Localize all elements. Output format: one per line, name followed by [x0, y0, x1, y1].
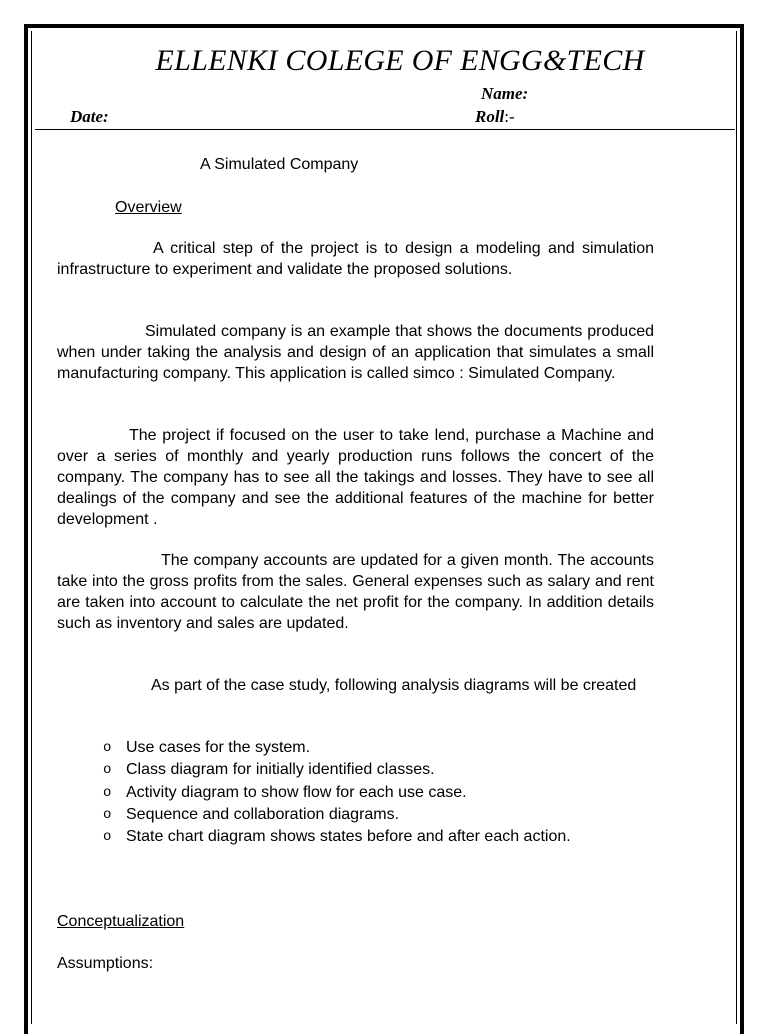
diagram-list — [100, 737, 571, 848]
paragraph-text: As part of the case study, following analysis diagrams will be created — [151, 677, 637, 694]
assumptions-label: Assumptions: — [57, 955, 154, 972]
paragraph-1 — [57, 238, 654, 280]
paragraph-text: A critical step of the project is to design a modeling and simulation infrastructure to experiment and validate the proposed solutions. — [57, 240, 654, 278]
college-name: ELLENKI COLEGE OF ENGG&TECH — [155, 44, 645, 77]
header-rule — [35, 129, 735, 130]
paragraph-text: The project if focused on the user to take lend, purchase a Machine and over a series of monthly and yearly production runs follows the concert of the company. The company has to see all the takings and losses. They have to see all dealings of the company and see the additional features of the machine for better development . — [57, 427, 654, 528]
overview-heading: Overview — [115, 199, 182, 216]
roll-label — [475, 107, 515, 127]
list-item: o Class diagram for initially identified classes. — [100, 759, 571, 781]
paragraph-text: The company accounts are updated for a given month. The accounts take into the gross profits from the sales. General expenses such as salary and rent are taken into account to calculate the net profit for the company. In addition details such as inventory and sales are updated. — [57, 552, 654, 632]
paragraph-4 — [57, 550, 654, 634]
list-item: o State chart diagram shows states before and after each action. — [100, 826, 571, 848]
list-item: o Activity diagram to show flow for each use case. — [100, 782, 571, 804]
list-item: o Use cases for the system. — [100, 737, 571, 759]
paragraph-3 — [57, 425, 654, 530]
paragraph-5 — [57, 675, 654, 696]
paragraph-2 — [57, 321, 654, 384]
page-border-inner-left — [31, 31, 32, 1024]
name-label: Name: — [481, 84, 529, 103]
date-label: Date: — [70, 107, 109, 126]
roll-label-suffix: :- — [504, 107, 515, 126]
roll-label-text: Roll — [475, 107, 505, 126]
conceptualization-heading: Conceptualization — [57, 913, 185, 930]
paragraph-text: Simulated company is an example that shows the documents produced when under taking the analysis and design of an application that simulates a small manufacturing company. This application is called simco : Simulated Company. — [57, 323, 654, 382]
document-title: A Simulated Company — [200, 156, 359, 173]
list-item: o Sequence and collaboration diagrams. — [100, 804, 571, 826]
page-border-inner-right — [736, 31, 737, 1024]
